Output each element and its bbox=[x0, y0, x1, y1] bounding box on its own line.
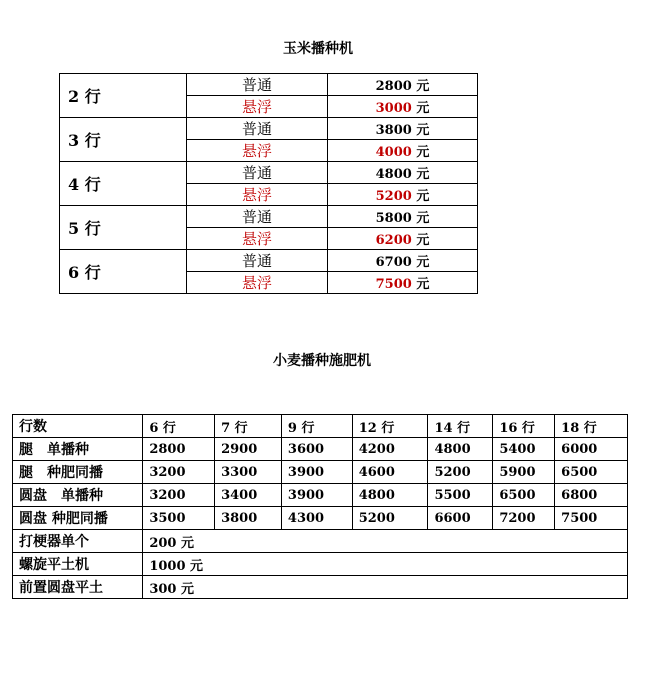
accessory-label: 打梗器单个 bbox=[13, 530, 143, 553]
table-header-row bbox=[13, 415, 628, 438]
normal-price-cell bbox=[328, 74, 478, 96]
accessory-price: 1000 元 bbox=[143, 553, 628, 576]
price-cell: 3200 bbox=[143, 461, 215, 484]
normal-price-cell bbox=[328, 250, 478, 272]
normal-type-cell: 普通 bbox=[187, 162, 328, 184]
column-header: 7 行 bbox=[215, 415, 282, 438]
price-cell: 3200 bbox=[143, 484, 215, 507]
column-header: 12 行 bbox=[352, 415, 428, 438]
currency-label: 元 bbox=[416, 277, 430, 292]
table-row bbox=[60, 206, 478, 228]
price-cell: 4800 bbox=[428, 438, 493, 461]
normal-price-cell bbox=[328, 118, 478, 140]
price-value: 4000 bbox=[375, 145, 412, 160]
normal-type-cell: 普通 bbox=[187, 118, 328, 140]
price-cell: 5900 bbox=[493, 461, 555, 484]
price-cell: 6500 bbox=[493, 484, 555, 507]
accessory-label: 螺旋平土机 bbox=[13, 553, 143, 576]
price-cell: 3900 bbox=[281, 484, 352, 507]
table-row bbox=[13, 507, 628, 530]
normal-type-cell: 普通 bbox=[187, 250, 328, 272]
price-value: 3000 bbox=[375, 101, 412, 116]
price-cell: 5400 bbox=[493, 438, 555, 461]
row-label: 腿 种肥同播 bbox=[13, 461, 143, 484]
suspended-price-cell bbox=[328, 96, 478, 118]
row-label: 圆盘 种肥同播 bbox=[13, 507, 143, 530]
price-cell: 4600 bbox=[352, 461, 428, 484]
price-cell: 3900 bbox=[281, 461, 352, 484]
price-cell: 3500 bbox=[143, 507, 215, 530]
column-header: 行数 bbox=[13, 415, 143, 438]
currency-label: 元 bbox=[416, 101, 430, 116]
accessory-label: 前置圆盘平土 bbox=[13, 576, 143, 599]
currency-label: 元 bbox=[416, 233, 430, 248]
table-row bbox=[13, 461, 628, 484]
price-cell: 7500 bbox=[555, 507, 628, 530]
currency-label: 元 bbox=[416, 123, 430, 138]
price-value: 6700 bbox=[375, 255, 412, 270]
wheat-planter-title: 小麦播种施肥机 bbox=[273, 353, 371, 369]
price-cell: 3400 bbox=[215, 484, 282, 507]
normal-type-cell: 普通 bbox=[187, 206, 328, 228]
suspended-price-cell bbox=[328, 140, 478, 162]
row-count-cell: 6 行 bbox=[60, 250, 187, 294]
row-count-cell: 4 行 bbox=[60, 162, 187, 206]
price-cell: 3600 bbox=[281, 438, 352, 461]
price-cell: 5500 bbox=[428, 484, 493, 507]
price-value: 2800 bbox=[375, 79, 412, 94]
accessory-price: 300 元 bbox=[143, 576, 628, 599]
price-value: 5800 bbox=[375, 211, 412, 226]
accessory-row bbox=[13, 530, 628, 553]
row-label: 腿 单播种 bbox=[13, 438, 143, 461]
row-count-cell: 3 行 bbox=[60, 118, 187, 162]
accessory-row bbox=[13, 576, 628, 599]
price-value: 5200 bbox=[375, 189, 412, 204]
row-label: 圆盘 单播种 bbox=[13, 484, 143, 507]
row-count-cell: 2 行 bbox=[60, 74, 187, 118]
column-header: 14 行 bbox=[428, 415, 493, 438]
price-value: 6200 bbox=[375, 233, 412, 248]
suspended-price-cell bbox=[328, 184, 478, 206]
suspended-type-cell: 悬浮 bbox=[187, 228, 328, 250]
suspended-type-cell: 悬浮 bbox=[187, 96, 328, 118]
suspended-price-cell bbox=[328, 228, 478, 250]
wheat-planter-price-table bbox=[12, 414, 628, 599]
currency-label: 元 bbox=[416, 189, 430, 204]
price-cell: 4800 bbox=[352, 484, 428, 507]
table-row bbox=[60, 118, 478, 140]
column-header: 6 行 bbox=[143, 415, 215, 438]
table-row bbox=[13, 484, 628, 507]
currency-label: 元 bbox=[416, 79, 430, 94]
currency-label: 元 bbox=[416, 145, 430, 160]
price-cell: 4300 bbox=[281, 507, 352, 530]
accessory-price: 200 元 bbox=[143, 530, 628, 553]
price-value: 3800 bbox=[375, 123, 412, 138]
accessory-row bbox=[13, 553, 628, 576]
price-cell: 5200 bbox=[352, 507, 428, 530]
price-cell: 2900 bbox=[215, 438, 282, 461]
suspended-price-cell bbox=[328, 272, 478, 294]
price-value: 4800 bbox=[375, 167, 412, 182]
column-header: 16 行 bbox=[493, 415, 555, 438]
price-cell: 2800 bbox=[143, 438, 215, 461]
table-row bbox=[13, 438, 628, 461]
table-row bbox=[60, 74, 478, 96]
price-cell: 7200 bbox=[493, 507, 555, 530]
price-cell: 3800 bbox=[215, 507, 282, 530]
table-row bbox=[60, 162, 478, 184]
currency-label: 元 bbox=[416, 167, 430, 182]
currency-label: 元 bbox=[416, 211, 430, 226]
table-row bbox=[60, 250, 478, 272]
suspended-type-cell: 悬浮 bbox=[187, 140, 328, 162]
column-header: 18 行 bbox=[555, 415, 628, 438]
corn-planter-title: 玉米播种机 bbox=[283, 41, 353, 57]
corn-planter-price-table bbox=[59, 73, 478, 294]
price-cell: 3300 bbox=[215, 461, 282, 484]
price-cell: 6800 bbox=[555, 484, 628, 507]
price-cell: 5200 bbox=[428, 461, 493, 484]
row-count-cell: 5 行 bbox=[60, 206, 187, 250]
column-header: 9 行 bbox=[281, 415, 352, 438]
price-cell: 6000 bbox=[555, 438, 628, 461]
price-cell: 6500 bbox=[555, 461, 628, 484]
suspended-type-cell: 悬浮 bbox=[187, 184, 328, 206]
price-value: 7500 bbox=[375, 277, 412, 292]
normal-type-cell: 普通 bbox=[187, 74, 328, 96]
normal-price-cell bbox=[328, 162, 478, 184]
price-cell: 4200 bbox=[352, 438, 428, 461]
currency-label: 元 bbox=[416, 255, 430, 270]
suspended-type-cell: 悬浮 bbox=[187, 272, 328, 294]
normal-price-cell bbox=[328, 206, 478, 228]
price-cell: 6600 bbox=[428, 507, 493, 530]
